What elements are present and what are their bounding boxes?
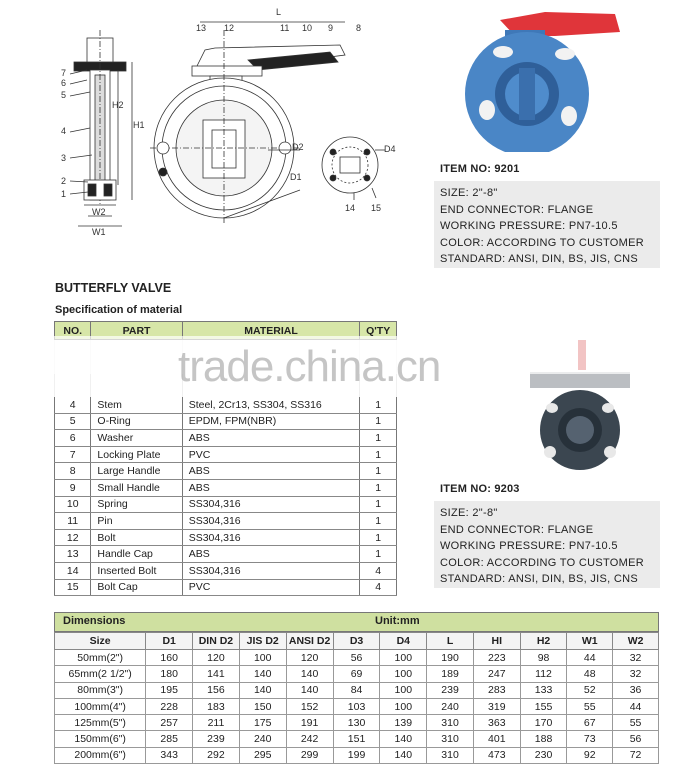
spec-line: WORKING PRESSURE: PN7-10.5 xyxy=(440,540,618,552)
value-cell: 130 xyxy=(333,715,380,731)
table-row xyxy=(55,682,659,698)
value-cell: 151 xyxy=(333,731,380,747)
value-cell: 120 xyxy=(286,650,333,666)
dimensions-table xyxy=(54,632,659,764)
value-cell: 189 xyxy=(427,666,474,682)
col-no: NO. xyxy=(55,322,91,340)
product-photo-blue xyxy=(445,2,645,152)
col-w2: W2 xyxy=(613,633,659,650)
value-cell: 133 xyxy=(520,682,567,698)
value-cell: 170 xyxy=(520,715,567,731)
value-cell: 56 xyxy=(333,650,380,666)
value-cell: 240 xyxy=(427,698,474,714)
table-row: 5 O-Ring EPDM, FPM(NBR) 1 xyxy=(55,413,397,430)
table-row: 11 Pin SS304,316 1 xyxy=(55,513,397,530)
table-row: 10 Spring SS304,316 1 xyxy=(55,496,397,513)
value-cell: 283 xyxy=(473,682,520,698)
spec-line: STANDARD: ANSI, DIN, BS, JIS, CNS xyxy=(440,573,638,585)
spec-title: Specification of material xyxy=(55,304,183,316)
label-h2: H2 xyxy=(112,100,124,110)
col-part: PART xyxy=(91,322,182,340)
value-cell: 55 xyxy=(567,698,613,714)
col-jis-d2: JIS D2 xyxy=(239,633,286,650)
front-view xyxy=(150,22,345,225)
label-w1: W1 xyxy=(92,227,106,237)
label-10: 10 xyxy=(302,23,313,33)
table-row xyxy=(55,747,659,763)
value-cell: 100 xyxy=(380,650,427,666)
value-cell: 473 xyxy=(473,747,520,763)
item-no-9201: ITEM NO: 9201 xyxy=(440,163,520,175)
value-cell: 310 xyxy=(427,715,474,731)
value-cell: 140 xyxy=(286,682,333,698)
value-cell: 140 xyxy=(286,666,333,682)
value-cell: 98 xyxy=(520,650,567,666)
value-cell: 285 xyxy=(146,731,193,747)
size-cell: 200mm(6") xyxy=(55,747,146,763)
dimensions-header-row xyxy=(55,633,659,650)
label-3: 3 xyxy=(61,153,67,163)
value-cell: 257 xyxy=(146,715,193,731)
value-cell: 363 xyxy=(473,715,520,731)
label-12: 12 xyxy=(224,23,235,33)
value-cell: 239 xyxy=(427,682,474,698)
dimensions-header xyxy=(54,612,659,632)
label-9: 9 xyxy=(328,23,334,33)
value-cell: 183 xyxy=(193,698,240,714)
label-d1: D1 xyxy=(290,172,302,182)
value-cell: 230 xyxy=(520,747,567,763)
table-row xyxy=(55,650,659,666)
value-cell: 195 xyxy=(146,682,193,698)
spec-line: STANDARD: ANSI, DIN, BS, JIS, CNS xyxy=(440,253,638,265)
value-cell: 52 xyxy=(567,682,613,698)
table-row: 4 Stem Steel, 2Cr13, SS304, SS316 1 xyxy=(55,397,397,413)
table-row: 13 Handle Cap ABS 1 xyxy=(55,546,397,563)
watermark-text: trade.china.cn xyxy=(178,342,441,391)
col-l: L xyxy=(427,633,474,650)
value-cell: 44 xyxy=(567,650,613,666)
size-cell: 150mm(6") xyxy=(55,731,146,747)
value-cell: 56 xyxy=(613,731,659,747)
table-row xyxy=(55,698,659,714)
value-cell: 310 xyxy=(427,747,474,763)
item-9201-specs xyxy=(434,181,660,268)
col-ansi-d2: ANSI D2 xyxy=(286,633,333,650)
label-d2: D2 xyxy=(292,142,304,152)
value-cell: 140 xyxy=(239,666,286,682)
value-cell: 103 xyxy=(333,698,380,714)
table-row: 8 Large Handle ABS 1 xyxy=(55,463,397,480)
spec-line: COLOR: ACCORDING TO CUSTOMER xyxy=(440,236,644,249)
value-cell: 401 xyxy=(473,731,520,747)
col-din-d2: DIN D2 xyxy=(193,633,240,650)
label-5: 5 xyxy=(61,90,67,100)
value-cell: 211 xyxy=(193,715,240,731)
value-cell: 69 xyxy=(333,666,380,682)
col-d3: D3 xyxy=(333,633,380,650)
dimensions-section xyxy=(54,612,659,764)
col-size: Size xyxy=(55,633,146,650)
value-cell: 141 xyxy=(193,666,240,682)
side-view xyxy=(70,30,132,226)
label-14: 14 xyxy=(345,203,356,213)
size-cell: 80mm(3") xyxy=(55,682,146,698)
value-cell: 139 xyxy=(380,715,427,731)
table-row: 15 Bolt Cap PVC 4 xyxy=(55,579,397,596)
table-row: 7 Locking Plate PVC 1 xyxy=(55,446,397,463)
value-cell: 188 xyxy=(520,731,567,747)
col-h2: H2 xyxy=(520,633,567,650)
value-cell: 55 xyxy=(613,715,659,731)
table-row: 9 Small Handle ABS 1 xyxy=(55,479,397,496)
value-cell: 319 xyxy=(473,698,520,714)
value-cell: 247 xyxy=(473,666,520,682)
technical-drawing xyxy=(0,0,440,245)
spec-line: SIZE: 2"-8" xyxy=(440,187,498,199)
table-row: 6 Washer ABS 1 xyxy=(55,430,397,447)
label-4: 4 xyxy=(61,126,67,136)
value-cell: 36 xyxy=(613,682,659,698)
table-row: 14 Inserted Bolt SS304,316 4 xyxy=(55,562,397,579)
value-cell: 199 xyxy=(333,747,380,763)
value-cell: 191 xyxy=(286,715,333,731)
size-cell: 100mm(4") xyxy=(55,698,146,714)
value-cell: 140 xyxy=(380,731,427,747)
label-w2: W2 xyxy=(92,207,106,217)
value-cell: 32 xyxy=(613,650,659,666)
value-cell: 295 xyxy=(239,747,286,763)
value-cell: 299 xyxy=(286,747,333,763)
value-cell: 73 xyxy=(567,731,613,747)
label-11: 11 xyxy=(280,23,290,33)
value-cell: 242 xyxy=(286,731,333,747)
value-cell: 155 xyxy=(520,698,567,714)
value-cell: 180 xyxy=(146,666,193,682)
value-cell: 343 xyxy=(146,747,193,763)
value-cell: 223 xyxy=(473,650,520,666)
value-cell: 112 xyxy=(520,666,567,682)
label-8: 8 xyxy=(356,23,362,33)
value-cell: 239 xyxy=(193,731,240,747)
value-cell: 48 xyxy=(567,666,613,682)
item-no-9203: ITEM NO: 9203 xyxy=(440,483,520,495)
label-15: 15 xyxy=(371,203,382,213)
value-cell: 175 xyxy=(239,715,286,731)
col-material: MATERIAL xyxy=(182,322,360,340)
col-w1: W1 xyxy=(567,633,613,650)
label-h1: H1 xyxy=(133,120,145,130)
spec-line: END CONNECTOR: FLANGE xyxy=(440,523,594,536)
value-cell: 92 xyxy=(567,747,613,763)
dimensions-unit: Unit:mm xyxy=(375,615,420,627)
value-cell: 100 xyxy=(380,698,427,714)
table-row xyxy=(55,715,659,731)
value-cell: 152 xyxy=(286,698,333,714)
value-cell: 140 xyxy=(239,682,286,698)
table-row xyxy=(55,666,659,682)
spec-line: SIZE: 2"-8" xyxy=(440,507,498,519)
spec-line: COLOR: ACCORDING TO CUSTOMER xyxy=(440,556,644,569)
col-d1: D1 xyxy=(146,633,193,650)
value-cell: 44 xyxy=(613,698,659,714)
table-row xyxy=(55,731,659,747)
dimensions-title: Dimensions xyxy=(63,615,126,627)
value-cell: 67 xyxy=(567,715,613,731)
col-qty: Q'TY xyxy=(360,322,397,340)
value-cell: 150 xyxy=(239,698,286,714)
value-cell: 32 xyxy=(613,666,659,682)
value-cell: 156 xyxy=(193,682,240,698)
label-7: 7 xyxy=(61,68,67,78)
label-1: 1 xyxy=(61,189,67,199)
flange-detail xyxy=(322,137,385,200)
value-cell: 100 xyxy=(239,650,286,666)
col-d4: D4 xyxy=(380,633,427,650)
label-d4: D4 xyxy=(384,144,396,154)
value-cell: 120 xyxy=(193,650,240,666)
spec-line: END CONNECTOR: FLANGE xyxy=(440,203,594,216)
label-13: 13 xyxy=(196,23,207,33)
item-9203-specs xyxy=(434,501,660,588)
label-6: 6 xyxy=(61,78,67,88)
spec-line: WORKING PRESSURE: PN7-10.5 xyxy=(440,220,618,232)
value-cell: 228 xyxy=(146,698,193,714)
col-h1: HI xyxy=(473,633,520,650)
size-cell: 65mm(2 1/2") xyxy=(55,666,146,682)
value-cell: 72 xyxy=(613,747,659,763)
value-cell: 84 xyxy=(333,682,380,698)
value-cell: 100 xyxy=(380,682,427,698)
value-cell: 292 xyxy=(193,747,240,763)
size-cell: 125mm(5") xyxy=(55,715,146,731)
value-cell: 190 xyxy=(427,650,474,666)
value-cell: 310 xyxy=(427,731,474,747)
product-title: BUTTERFLY VALVE xyxy=(55,281,172,295)
dimensions-body xyxy=(55,650,659,764)
size-cell: 50mm(2") xyxy=(55,650,146,666)
label-2: 2 xyxy=(61,176,67,186)
label-l: L xyxy=(276,7,282,17)
value-cell: 240 xyxy=(239,731,286,747)
value-cell: 100 xyxy=(380,666,427,682)
value-cell: 160 xyxy=(146,650,193,666)
value-cell: 140 xyxy=(380,747,427,763)
table-row: 12 Bolt SS304,316 1 xyxy=(55,529,397,546)
